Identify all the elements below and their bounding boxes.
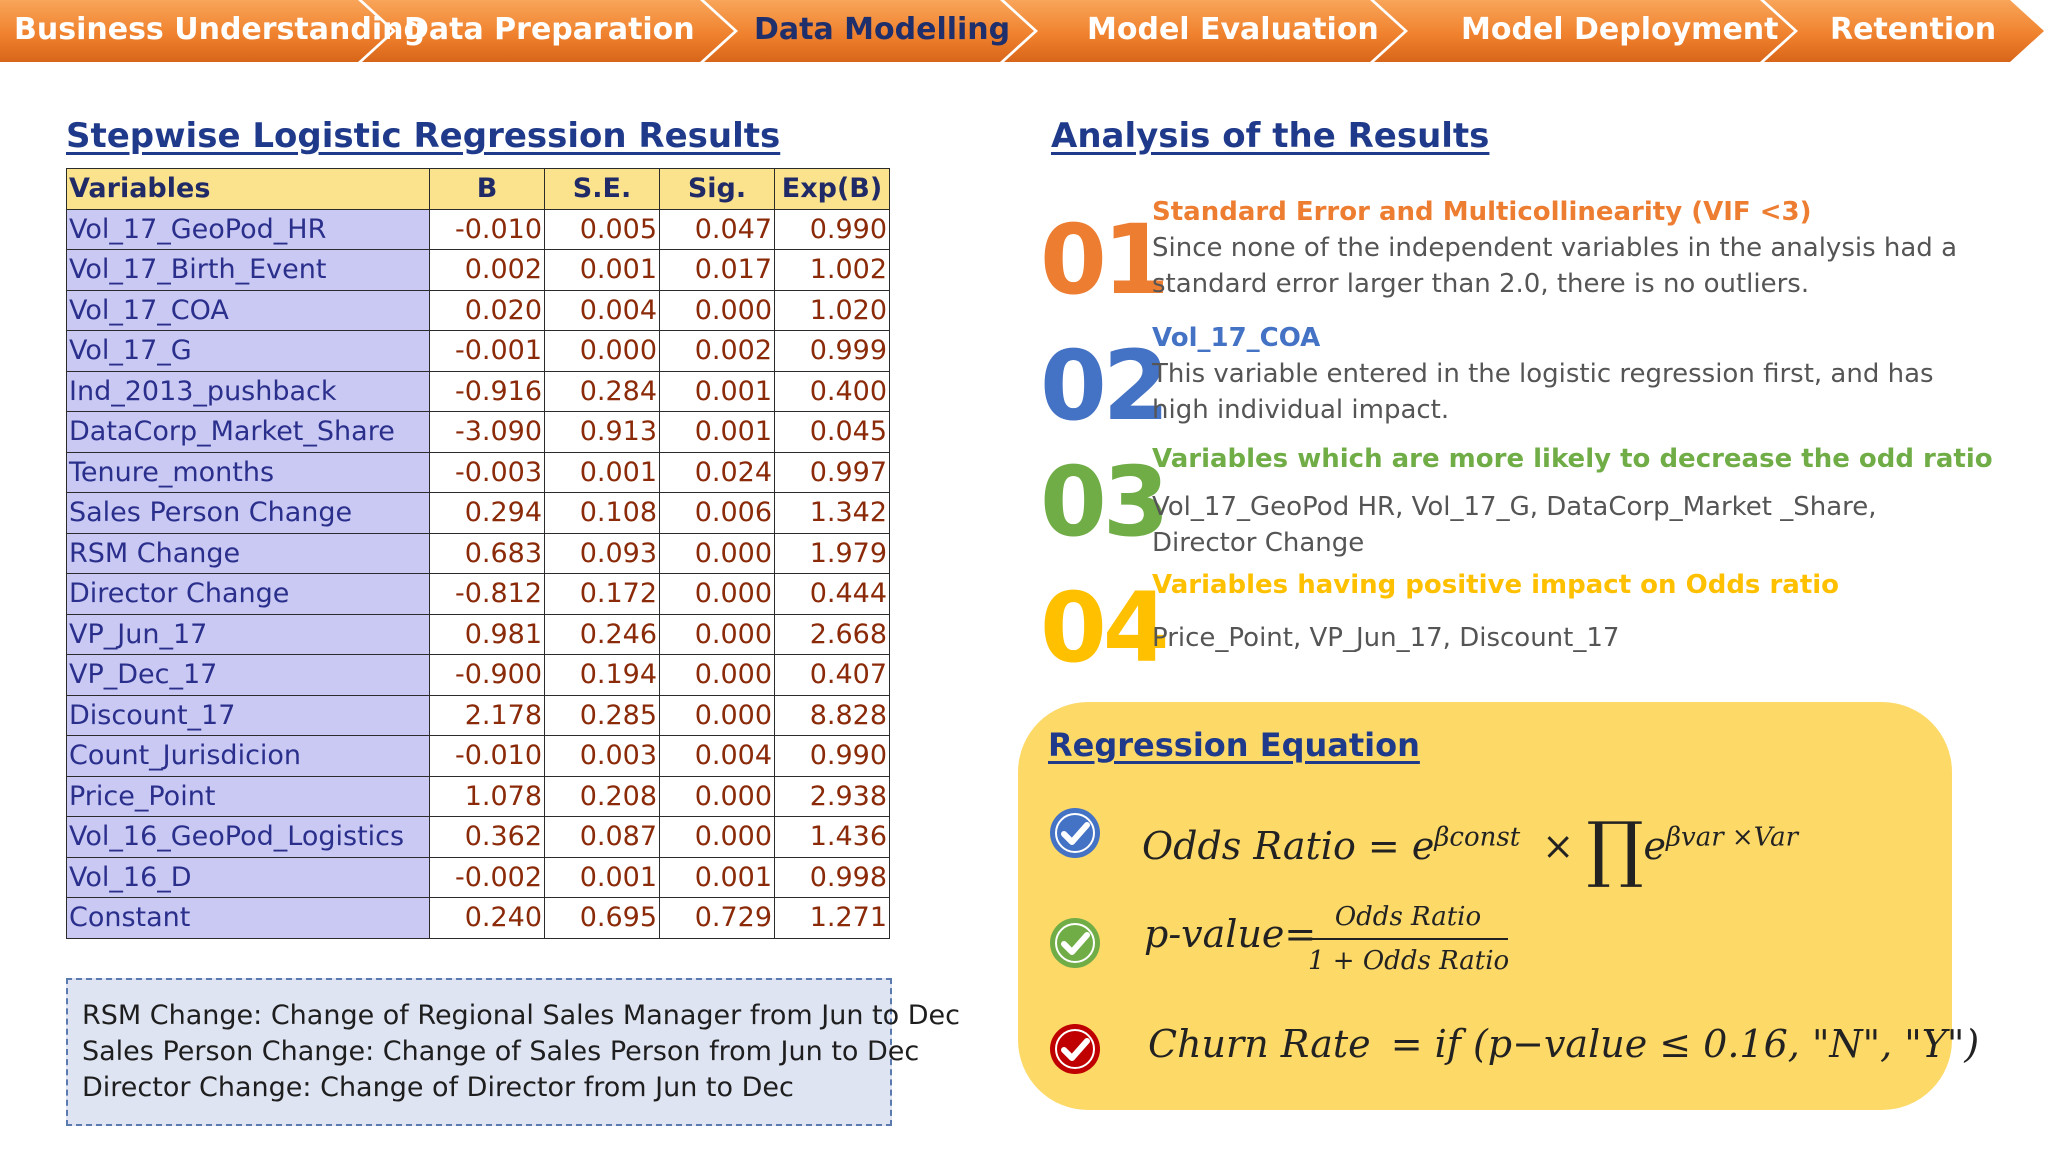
point-heading-04: Variables having positive impact on Odds ratio bbox=[1152, 570, 1840, 600]
se-cell: 0.001 bbox=[545, 857, 660, 898]
sig-cell: 0.000 bbox=[660, 614, 775, 655]
sig-cell: 0.024 bbox=[660, 452, 775, 493]
table-row bbox=[67, 574, 890, 615]
se-cell: 0.172 bbox=[545, 574, 660, 615]
b-cell: 0.683 bbox=[430, 533, 545, 574]
expb-cell: 0.997 bbox=[775, 452, 890, 493]
variable-cell: Vol_16_GeoPod_Logistics bbox=[67, 817, 430, 858]
se-cell: 0.093 bbox=[545, 533, 660, 574]
table-row bbox=[67, 412, 890, 453]
sig-cell: 0.047 bbox=[660, 209, 775, 250]
point-body-03: Vol_17_GeoPod HR, Vol_17_G, DataCorp_Market _Share, Director Change bbox=[1152, 492, 1877, 558]
churn-rate-rhs: = if (p−value ≤ 0.16, "N", "Y") bbox=[1390, 1022, 1980, 1066]
se-cell: 0.005 bbox=[545, 209, 660, 250]
expb-cell: 1.979 bbox=[775, 533, 890, 574]
header-se: S.E. bbox=[545, 169, 660, 210]
expb-cell: 0.999 bbox=[775, 331, 890, 372]
expb-cell: 8.828 bbox=[775, 695, 890, 736]
sig-cell: 0.000 bbox=[660, 533, 775, 574]
fraction-numerator: Odds Ratio bbox=[1308, 902, 1508, 940]
point-body-01: Since none of the independent variables in the analysis had a standard error larger than 2.0, there is no outliers. bbox=[1152, 233, 1958, 299]
expb-cell: 0.998 bbox=[775, 857, 890, 898]
point-number-01: 01 bbox=[1040, 204, 1166, 316]
expb-cell: 0.444 bbox=[775, 574, 890, 615]
p-value-lhs: p-value bbox=[1144, 912, 1285, 956]
regression-table bbox=[66, 168, 890, 939]
se-cell: 0.001 bbox=[545, 452, 660, 493]
variable-cell: Vol_17_G bbox=[67, 331, 430, 372]
odds-ratio-lhs: Odds Ratio bbox=[1142, 824, 1356, 868]
se-cell: 0.194 bbox=[545, 655, 660, 696]
sig-cell: 0.000 bbox=[660, 574, 775, 615]
table-row bbox=[67, 817, 890, 858]
b-cell: -0.900 bbox=[430, 655, 545, 696]
b-cell: -0.010 bbox=[430, 209, 545, 250]
fraction bbox=[1308, 902, 1508, 976]
b-cell: 0.362 bbox=[430, 817, 545, 858]
p-value-formula bbox=[1144, 912, 1316, 956]
sig-cell: 0.004 bbox=[660, 736, 775, 777]
se-cell: 0.695 bbox=[545, 898, 660, 939]
sig-cell: 0.006 bbox=[660, 493, 775, 534]
header-b: B bbox=[430, 169, 545, 210]
times-sign: × bbox=[1542, 824, 1575, 868]
b-cell: 0.002 bbox=[430, 250, 545, 291]
sig-cell: 0.001 bbox=[660, 371, 775, 412]
equation-title: Regression Equation bbox=[1048, 726, 1420, 764]
churn-rate-formula bbox=[1148, 1022, 1979, 1066]
left-section-title: Stepwise Logistic Regression Results bbox=[66, 116, 781, 156]
table-row bbox=[67, 655, 890, 696]
churn-rate-lhs: Churn Rate bbox=[1148, 1022, 1371, 1066]
step-data-modelling[interactable]: Data Modelling bbox=[754, 12, 1011, 47]
exp-base-2: e bbox=[1643, 824, 1666, 868]
se-cell: 0.108 bbox=[545, 493, 660, 534]
b-cell: -3.090 bbox=[430, 412, 545, 453]
b-cell: -0.003 bbox=[430, 452, 545, 493]
table-row bbox=[67, 371, 890, 412]
table-header-row bbox=[67, 169, 890, 210]
sig-cell: 0.000 bbox=[660, 655, 775, 696]
b-cell: -0.916 bbox=[430, 371, 545, 412]
equals-sign: = bbox=[1367, 824, 1400, 868]
step-model-deployment[interactable]: Model Deployment bbox=[1461, 12, 1779, 47]
step-data-preparation[interactable]: Data Preparation bbox=[404, 12, 695, 47]
variable-cell: Vol_17_COA bbox=[67, 290, 430, 331]
note-director-change: Director Change: Change of Director from Jun to Dec bbox=[82, 1072, 794, 1103]
se-cell: 0.087 bbox=[545, 817, 660, 858]
se-cell: 0.000 bbox=[545, 331, 660, 372]
expb-cell: 0.990 bbox=[775, 209, 890, 250]
se-cell: 0.913 bbox=[545, 412, 660, 453]
step-retention[interactable]: Retention bbox=[1830, 12, 1997, 47]
expb-cell: 1.436 bbox=[775, 817, 890, 858]
variable-cell: Ind_2013_pushback bbox=[67, 371, 430, 412]
expb-cell: 0.400 bbox=[775, 371, 890, 412]
point-heading-03: Variables which are more likely to decrease the odd ratio bbox=[1152, 444, 1993, 474]
check-circle-icon bbox=[1048, 916, 1102, 970]
sig-cell: 0.000 bbox=[660, 695, 775, 736]
equals-sign: = bbox=[1284, 912, 1317, 956]
point-body-04: Price_Point, VP_Jun_17, Discount_17 bbox=[1152, 623, 1620, 653]
table-row bbox=[67, 290, 890, 331]
variable-cell: RSM Change bbox=[67, 533, 430, 574]
b-cell: 0.240 bbox=[430, 898, 545, 939]
expb-cell: 1.020 bbox=[775, 290, 890, 331]
sig-cell: 0.002 bbox=[660, 331, 775, 372]
point-number-04: 04 bbox=[1040, 572, 1166, 684]
variable-cell: VP_Jun_17 bbox=[67, 614, 430, 655]
table-row bbox=[67, 776, 890, 817]
product-symbol: ∏ bbox=[1586, 806, 1644, 890]
point-number-03: 03 bbox=[1040, 446, 1166, 558]
sig-cell: 0.001 bbox=[660, 412, 775, 453]
table-row bbox=[67, 614, 890, 655]
se-cell: 0.003 bbox=[545, 736, 660, 777]
table-row bbox=[67, 250, 890, 291]
expb-cell: 1.002 bbox=[775, 250, 890, 291]
exp-beta-var: βvar ×Var bbox=[1666, 822, 1799, 853]
variable-cell: Count_Jurisdicion bbox=[67, 736, 430, 777]
expb-cell: 1.342 bbox=[775, 493, 890, 534]
process-bar bbox=[0, 0, 2048, 70]
regression-equation-box bbox=[1018, 702, 1980, 1110]
b-cell: 2.178 bbox=[430, 695, 545, 736]
header-variables: Variables bbox=[67, 169, 430, 210]
point-number-02: 02 bbox=[1040, 330, 1166, 442]
variable-cell: Vol_17_GeoPod_HR bbox=[67, 209, 430, 250]
note-rsm-change: RSM Change: Change of Regional Sales Manager from Jun to Dec bbox=[82, 1000, 960, 1031]
point-body-02: This variable entered in the logistic regression first, and has high individual impact. bbox=[1152, 359, 1934, 425]
variable-cell: Tenure_months bbox=[67, 452, 430, 493]
check-circle-icon bbox=[1048, 1022, 1102, 1076]
step-business-understanding[interactable]: Business Understanding bbox=[14, 12, 425, 47]
expb-cell: 0.990 bbox=[775, 736, 890, 777]
b-cell: -0.002 bbox=[430, 857, 545, 898]
se-cell: 0.208 bbox=[545, 776, 660, 817]
variable-cell: VP_Dec_17 bbox=[67, 655, 430, 696]
expb-cell: 2.668 bbox=[775, 614, 890, 655]
expb-cell: 0.045 bbox=[775, 412, 890, 453]
variable-cell: Sales Person Change bbox=[67, 493, 430, 534]
variable-cell: Price_Point bbox=[67, 776, 430, 817]
table-row bbox=[67, 209, 890, 250]
point-heading-01: Standard Error and Multicollinearity (VIF <3) bbox=[1152, 197, 1812, 227]
se-cell: 0.004 bbox=[545, 290, 660, 331]
b-cell: 1.078 bbox=[430, 776, 545, 817]
expb-cell: 1.271 bbox=[775, 898, 890, 939]
header-expb: Exp(B) bbox=[775, 169, 890, 210]
variable-cell: Constant bbox=[67, 898, 430, 939]
se-cell: 0.284 bbox=[545, 371, 660, 412]
se-cell: 0.001 bbox=[545, 250, 660, 291]
table-row bbox=[67, 736, 890, 777]
exp-beta-const: βconst bbox=[1434, 822, 1521, 853]
table-row bbox=[67, 898, 890, 939]
sig-cell: 0.000 bbox=[660, 817, 775, 858]
check-circle-icon bbox=[1048, 806, 1102, 860]
table-row bbox=[67, 695, 890, 736]
odds-ratio-formula bbox=[1142, 806, 1798, 890]
expb-cell: 2.938 bbox=[775, 776, 890, 817]
b-cell: -0.812 bbox=[430, 574, 545, 615]
sig-cell: 0.000 bbox=[660, 776, 775, 817]
sig-cell: 0.729 bbox=[660, 898, 775, 939]
table-row bbox=[67, 452, 890, 493]
variable-cell: Vol_16_D bbox=[67, 857, 430, 898]
table-row bbox=[67, 533, 890, 574]
point-heading-02: Vol_17_COA bbox=[1152, 323, 1321, 353]
b-cell: 0.294 bbox=[430, 493, 545, 534]
definitions-note-box bbox=[66, 978, 960, 1126]
b-cell: 0.020 bbox=[430, 290, 545, 331]
sig-cell: 0.017 bbox=[660, 250, 775, 291]
se-cell: 0.285 bbox=[545, 695, 660, 736]
header-sig: Sig. bbox=[660, 169, 775, 210]
note-sales-person-change: Sales Person Change: Change of Sales Person from Jun to Dec bbox=[82, 1036, 920, 1067]
table-row bbox=[67, 331, 890, 372]
b-cell: -0.001 bbox=[430, 331, 545, 372]
se-cell: 0.246 bbox=[545, 614, 660, 655]
table-row bbox=[67, 493, 890, 534]
sig-cell: 0.000 bbox=[660, 290, 775, 331]
fraction-denominator: 1 + Odds Ratio bbox=[1308, 946, 1510, 976]
expb-cell: 0.407 bbox=[775, 655, 890, 696]
variable-cell: Discount_17 bbox=[67, 695, 430, 736]
step-model-evaluation[interactable]: Model Evaluation bbox=[1087, 12, 1379, 47]
variable-cell: Director Change bbox=[67, 574, 430, 615]
exp-base: e bbox=[1411, 824, 1435, 868]
variable-cell: Vol_17_Birth_Event bbox=[67, 250, 430, 291]
sig-cell: 0.001 bbox=[660, 857, 775, 898]
b-cell: -0.010 bbox=[430, 736, 545, 777]
table-body bbox=[67, 209, 890, 938]
right-section-title: Analysis of the Results bbox=[1051, 116, 1490, 156]
b-cell: 0.981 bbox=[430, 614, 545, 655]
variable-cell: DataCorp_Market_Share bbox=[67, 412, 430, 453]
table-row bbox=[67, 857, 890, 898]
